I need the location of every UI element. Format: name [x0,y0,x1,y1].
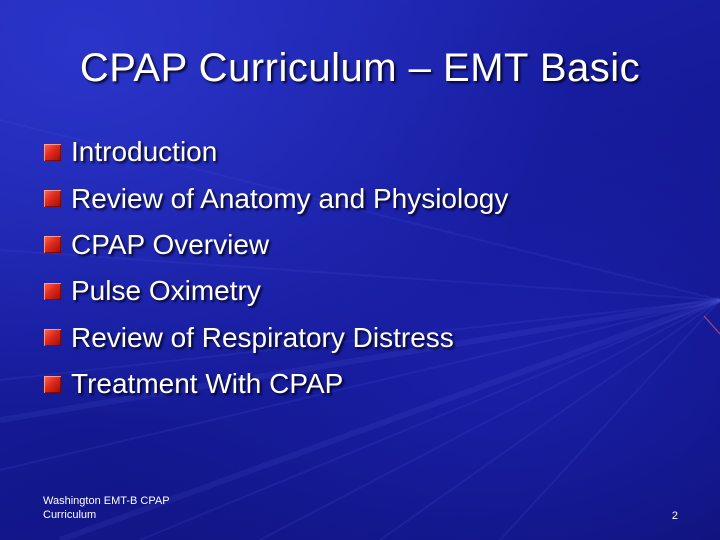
bullet-text: Introduction [71,136,218,168]
bullet-item [44,129,684,175]
footer-line: Curriculum [43,509,97,521]
bullet-item [44,361,684,407]
square-bullet-icon [44,329,61,346]
bullet-list [44,129,684,407]
square-bullet-icon [44,283,61,300]
page-number: 2 [671,510,678,522]
bullet-text: Review of Respiratory Distress [71,321,454,353]
square-bullet-icon [44,236,61,253]
bullet-item [44,268,684,314]
square-bullet-icon [44,190,61,207]
footer-line: Washington EMT-B CPAP [43,495,170,507]
bullet-text: Review of Anatomy and Physiology [71,182,509,214]
square-bullet-icon [44,376,61,393]
bullet-text: CPAP Overview [71,228,270,260]
bullet-text: Treatment With CPAP [71,368,344,400]
bullet-item [44,175,684,221]
slide-title: CPAP Curriculum – EMT Basic [79,46,641,90]
bullet-text: Pulse Oximetry [71,275,261,307]
bullet-item [44,315,684,361]
bullet-item [44,222,684,268]
square-bullet-icon [44,144,61,161]
footer-text [43,494,223,522]
